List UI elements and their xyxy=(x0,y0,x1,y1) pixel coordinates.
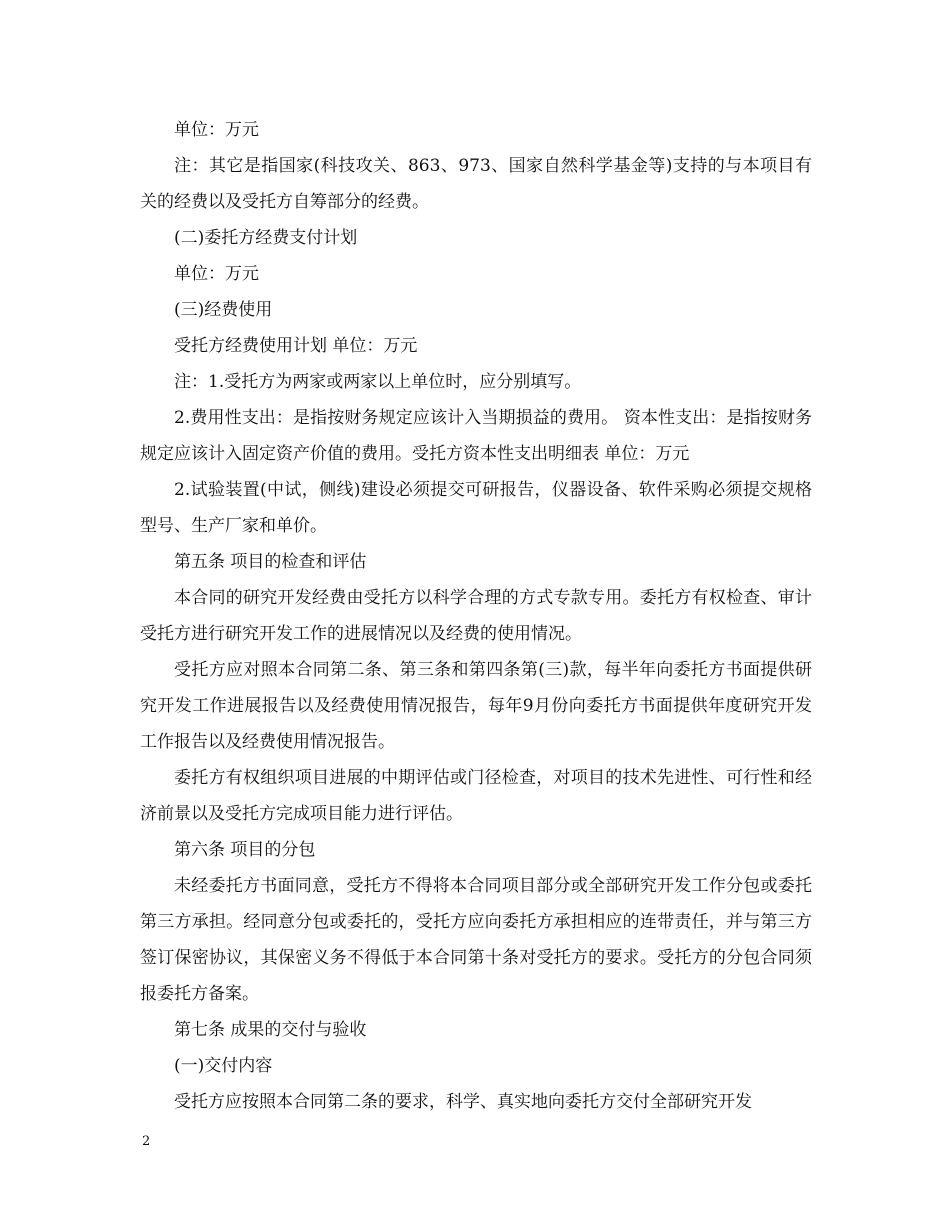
paragraph-article-5-reports: 受托方应对照本合同第二条、第三条和第四条第(三)款，每半年向委托方书面提供研究开发工作进展报告以及经费使用情况报告，每年9月份向委托方书面提供年度研究开发工作报告以及经费使用情况报告。 xyxy=(140,660,812,752)
paragraph-heading-payment-plan: (二)委托方经费支付计划 xyxy=(174,228,358,248)
page-number: 2 xyxy=(142,1134,151,1149)
paragraph-note-2-equipment: 2.试验装置(中试，侧线)建设必须提交可研报告，仪器设备、软件采购必须提交规格型号、生产厂家和单价。 xyxy=(140,480,812,536)
paragraph-article-5-funds: 本合同的研究开发经费由受托方以科学合理的方式专款专用。委托方有权检查、审计受托方进行研究开发工作的进展情况以及经费的使用情况。 xyxy=(140,588,812,644)
paragraph-article-5-heading: 第五条 项目的检查和评估 xyxy=(174,552,367,572)
paragraph-delivery-content-heading: (一)交付内容 xyxy=(174,1056,273,1076)
paragraph-article-6-heading: 第六条 项目的分包 xyxy=(174,840,316,860)
paragraph-article-5-evaluation: 委托方有权组织项目进展的中期评估或门径检查，对项目的技术先进性、可行性和经济前景以及受托方完成项目能力进行评估。 xyxy=(140,768,812,824)
document-body xyxy=(140,112,812,1120)
paragraph-article-6-subcontract: 未经委托方书面同意，受托方不得将本合同项目部分或全部研究开发工作分包或委托第三方承担。经同意分包或委托的，受托方应向委托方承担相应的连带责任，并与第三方签订保密协议，其保密义务不得低于本合同第十条对受托方的要求。受托方的分包合同须报委托方备案。 xyxy=(140,876,812,1004)
paragraph-article-7-heading: 第七条 成果的交付与验收 xyxy=(174,1020,367,1040)
paragraph-note-1: 注：1.受托方为两家或两家以上单位时，应分别填写。 xyxy=(174,372,582,392)
paragraph-fund-use-plan: 受托方经费使用计划 单位：万元 xyxy=(174,336,418,356)
paragraph-delivery-content: 受托方应按照本合同第二条的要求，科学、真实地向委托方交付全部研究开发 xyxy=(174,1092,752,1112)
paragraph-note-other-funding: 注：其它是指国家(科技攻关、863、973、国家自然科学基金等)支持的与本项目有关的经费以及受托方自筹部分的经费。 xyxy=(140,156,812,212)
paragraph-unit-2: 单位：万元 xyxy=(174,264,259,284)
paragraph-heading-fund-use: (三)经费使用 xyxy=(174,300,273,320)
paragraph-note-2-expense: 2.费用性支出：是指按财务规定应该计入当期损益的费用。 资本性支出：是指按财务规定应该计入固定资产价值的费用。受托方资本性支出明细表 单位：万元 xyxy=(140,408,812,464)
paragraph-unit-1: 单位：万元 xyxy=(174,120,259,140)
